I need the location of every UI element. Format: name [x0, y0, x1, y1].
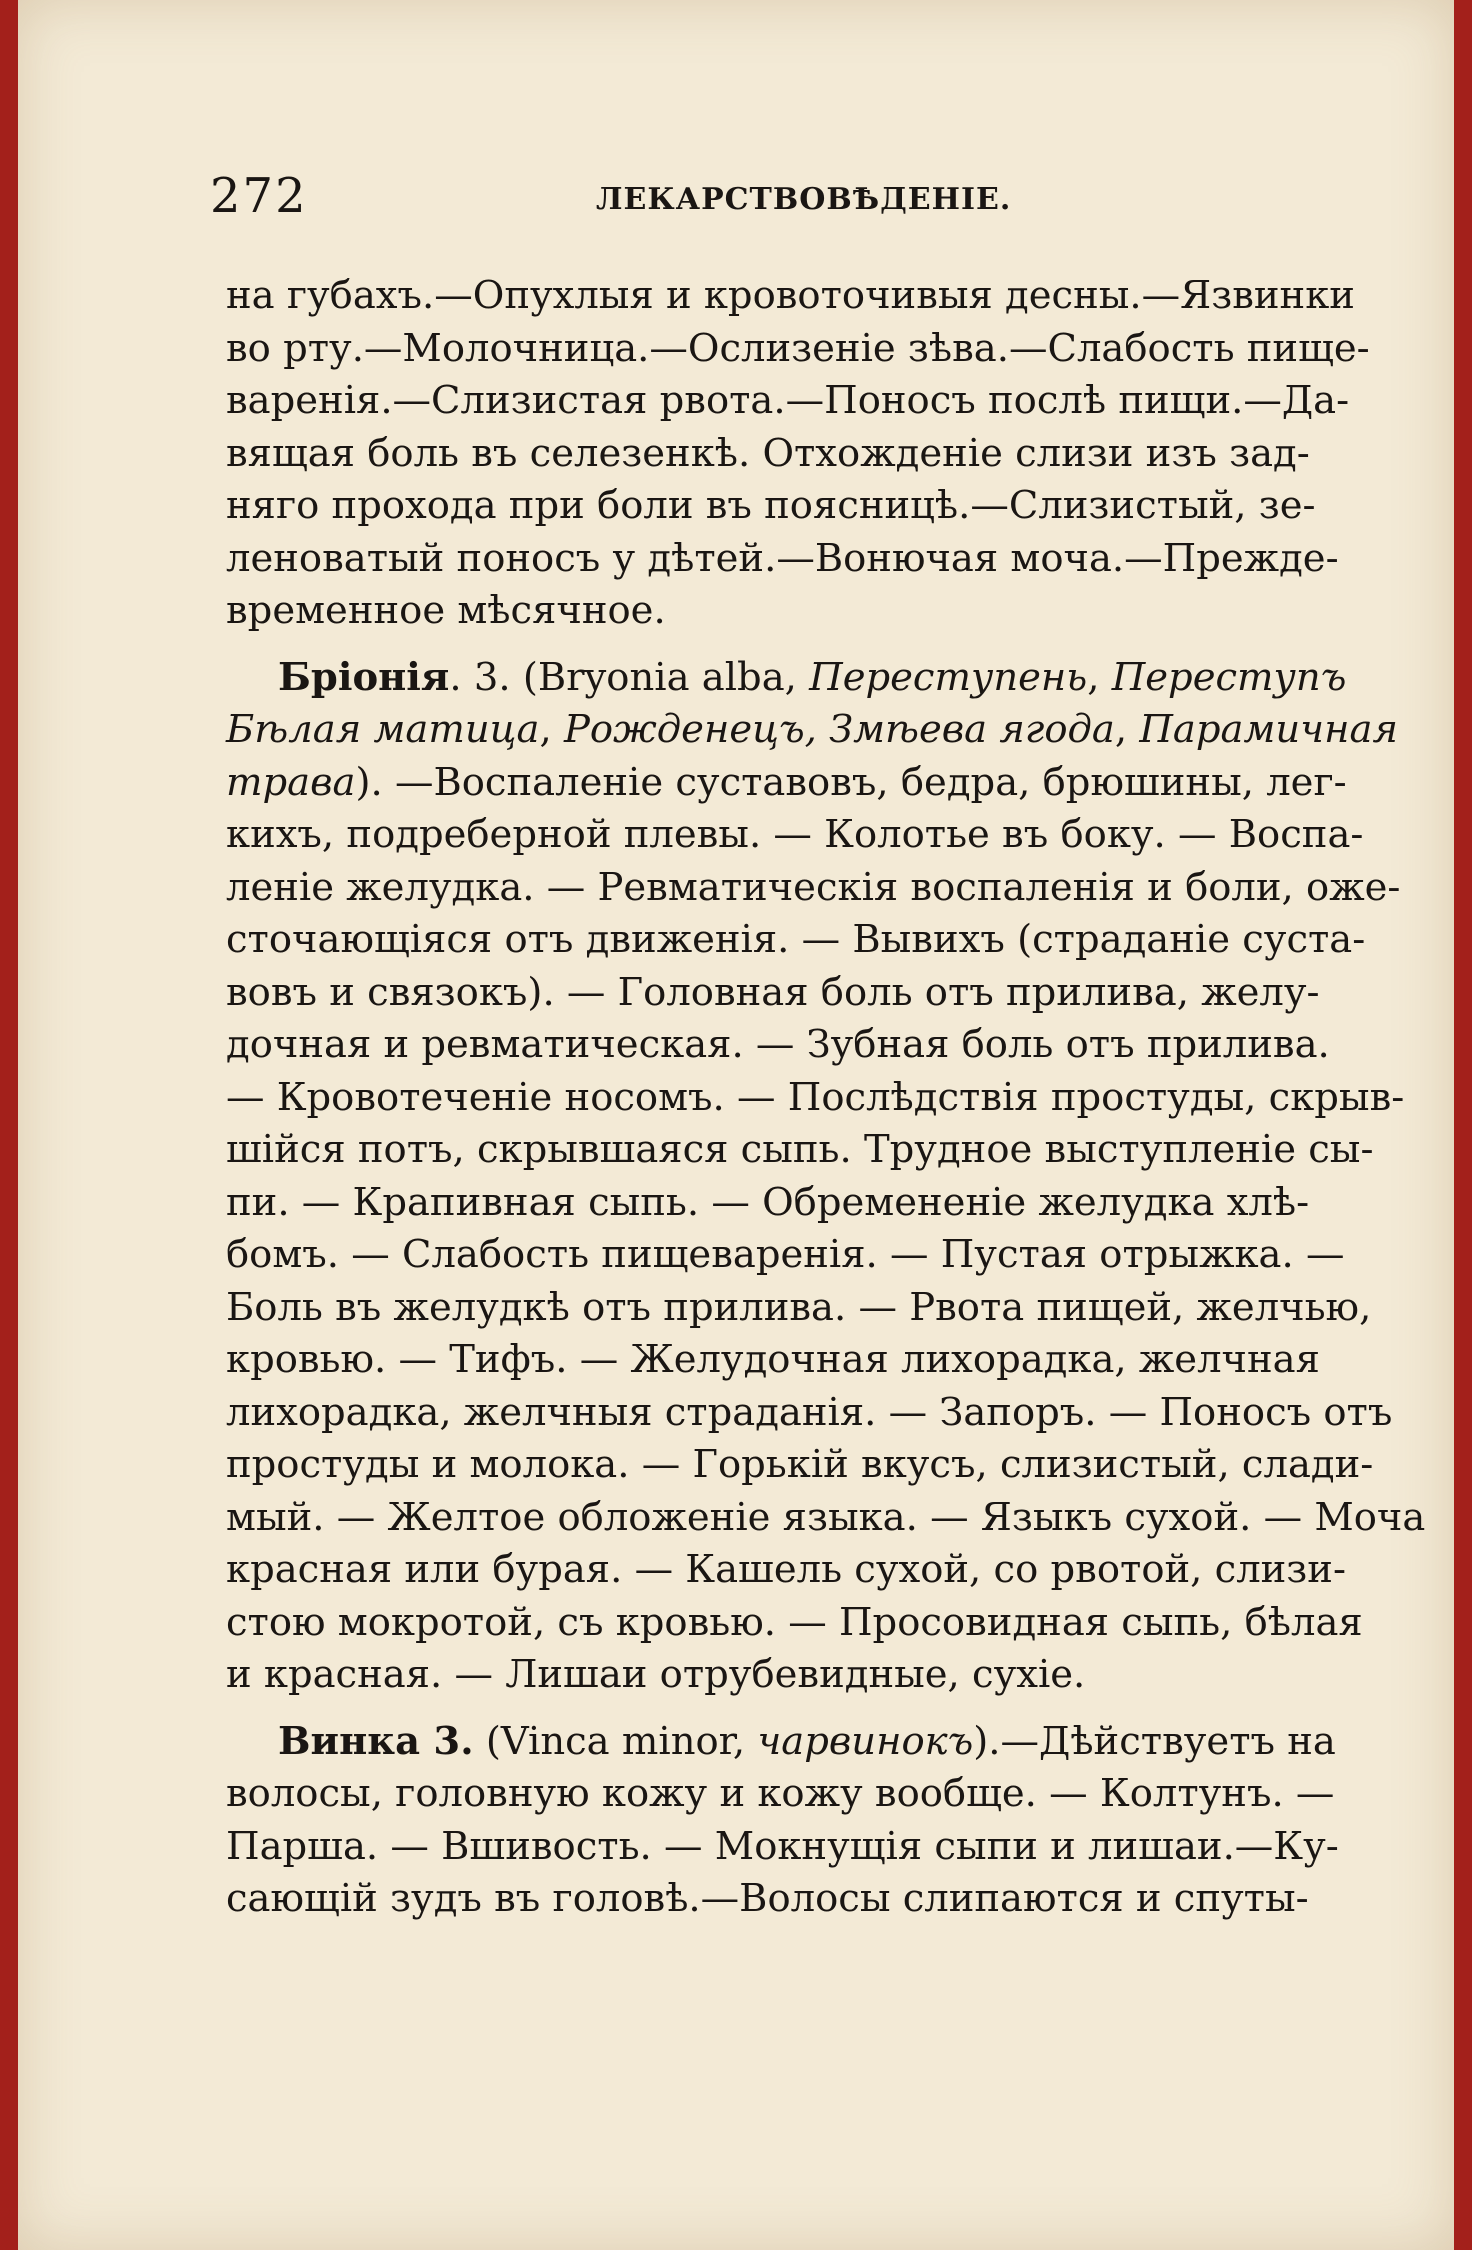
text-line: леніе желудка. — Ревматическія воспаленія и боли, оже-	[226, 864, 1401, 910]
text-line: пи. — Крапивная сыпь. — Обремененіе желудка хлѣ-	[226, 1179, 1310, 1225]
entry-heading-line: Винка 3. (Vinca minor, чарвинокъ).—Дѣйствуетъ на	[278, 1718, 1336, 1764]
text-line: бомъ. — Слабость пищеваренія. — Пустая отрыжка. —	[226, 1232, 1345, 1277]
entry-vinka	[226, 1716, 1339, 1926]
text-line: — Кровотеченіе носомъ. — Послѣдствія простуды, скрыв-	[226, 1074, 1405, 1120]
synonym: Переступъ	[1111, 654, 1347, 700]
synonym: Бѣлая матица	[226, 707, 540, 752]
latin-name: (Bryonia alba,	[510, 654, 810, 700]
page-number: 272	[210, 168, 308, 224]
page-header	[210, 168, 1310, 228]
text-line: простуды и молока. — Горькій вкусъ, слизистый, слади-	[226, 1442, 1374, 1487]
text-line: красная или бурая. — Кашель сухой, со рвотой, слизи-	[226, 1547, 1346, 1592]
synonym: трава	[226, 759, 356, 805]
latin-name: (Vinca minor,	[473, 1718, 758, 1764]
entry-title: Винка 3.	[278, 1718, 474, 1764]
text-line: шійся потъ, скрывшаяся сыпь. Трудное выступленіе сы-	[226, 1127, 1374, 1172]
synonym: чарвинокъ	[757, 1718, 974, 1764]
text-line: Боль въ желудкѣ отъ прилива. — Рвота пищей, желчью,	[226, 1284, 1372, 1330]
text-line: и красная. — Лишаи отрубевидные, сухіе.	[226, 1652, 1086, 1697]
text-line: варенія.—Слизистая рвота.—Поносъ послѣ пищи.—Да-	[226, 378, 1350, 423]
text-line: стою мокротой, съ кровью. — Просовидная сыпь, бѣлая	[226, 1599, 1363, 1645]
entry-number: . 3.	[449, 654, 511, 700]
text-line: мый. — Желтое обложеніе языка. — Языкъ сухой. — Моча	[226, 1494, 1426, 1540]
text-line: на губахъ.—Опухлыя и кровоточивыя десны.—Язвинки	[226, 273, 1355, 318]
book-page	[18, 0, 1454, 2250]
synonym: Парамичная	[1139, 707, 1398, 752]
text-line: лихорадка, желчныя страданія. — Запоръ. — Поносъ отъ	[226, 1389, 1393, 1435]
synonym-line: Бѣлая матица, Рожденецъ, Змѣева ягода, Парамичная	[226, 707, 1398, 752]
text-line: сточающіяся отъ движенія. — Вывихъ (страданіе суста-	[226, 917, 1366, 962]
text-line: Парша. — Вшивость. — Мокнущія сыпи и лишаи.—Ку-	[226, 1823, 1339, 1869]
entry-title: Бріонія	[278, 654, 450, 700]
text-line: леноватый поносъ у дѣтей.—Вонючая моча.—Прежде-	[226, 535, 1339, 581]
text-line: трава). —Воспаленіе суставовъ, бедра, брюшины, лег-	[226, 759, 1347, 805]
text-line: волосы, головную кожу и кожу вообще. — Колтунъ. —	[226, 1771, 1335, 1816]
text-line: вящая боль въ селезенкѣ. Отхожденіе слизи изъ зад-	[226, 430, 1310, 476]
text-line: сающій зудъ въ головѣ.—Волосы слипаются и спуты-	[226, 1876, 1309, 1921]
text-line: вовъ и связокъ). — Головная боль отъ прилива, желу-	[226, 969, 1320, 1015]
text-line: временное мѣсячное.	[226, 588, 666, 633]
text-line: кихъ, подреберной плевы. — Колотье въ боку. — Воспа-	[226, 812, 1364, 857]
text-line: кровью. — Тифъ. — Желудочная лихорадка, желчная	[226, 1337, 1320, 1382]
entry-brionia	[226, 652, 1426, 1702]
body-text	[226, 270, 1426, 1926]
text-line: дочная и ревматическая. — Зубная боль отъ прилива.	[226, 1022, 1330, 1067]
synonym: Рожденецъ, Змѣева ягода	[563, 707, 1115, 752]
synonym: Переступень	[809, 654, 1088, 700]
entry-heading-line: Бріонія. 3. (Bryonia alba, Переступень, Переступъ	[278, 654, 1347, 700]
running-title: ЛЕКАРСТВОВѢДЕНІЕ.	[596, 182, 1012, 217]
text-line: няго прохода при боли въ поясницѣ.—Слизистый, зе-	[226, 483, 1316, 528]
paragraph-continuation	[226, 270, 1370, 638]
text-line: во рту.—Молочница.—Ослизеніе зѣва.—Слабость пище-	[226, 325, 1370, 371]
